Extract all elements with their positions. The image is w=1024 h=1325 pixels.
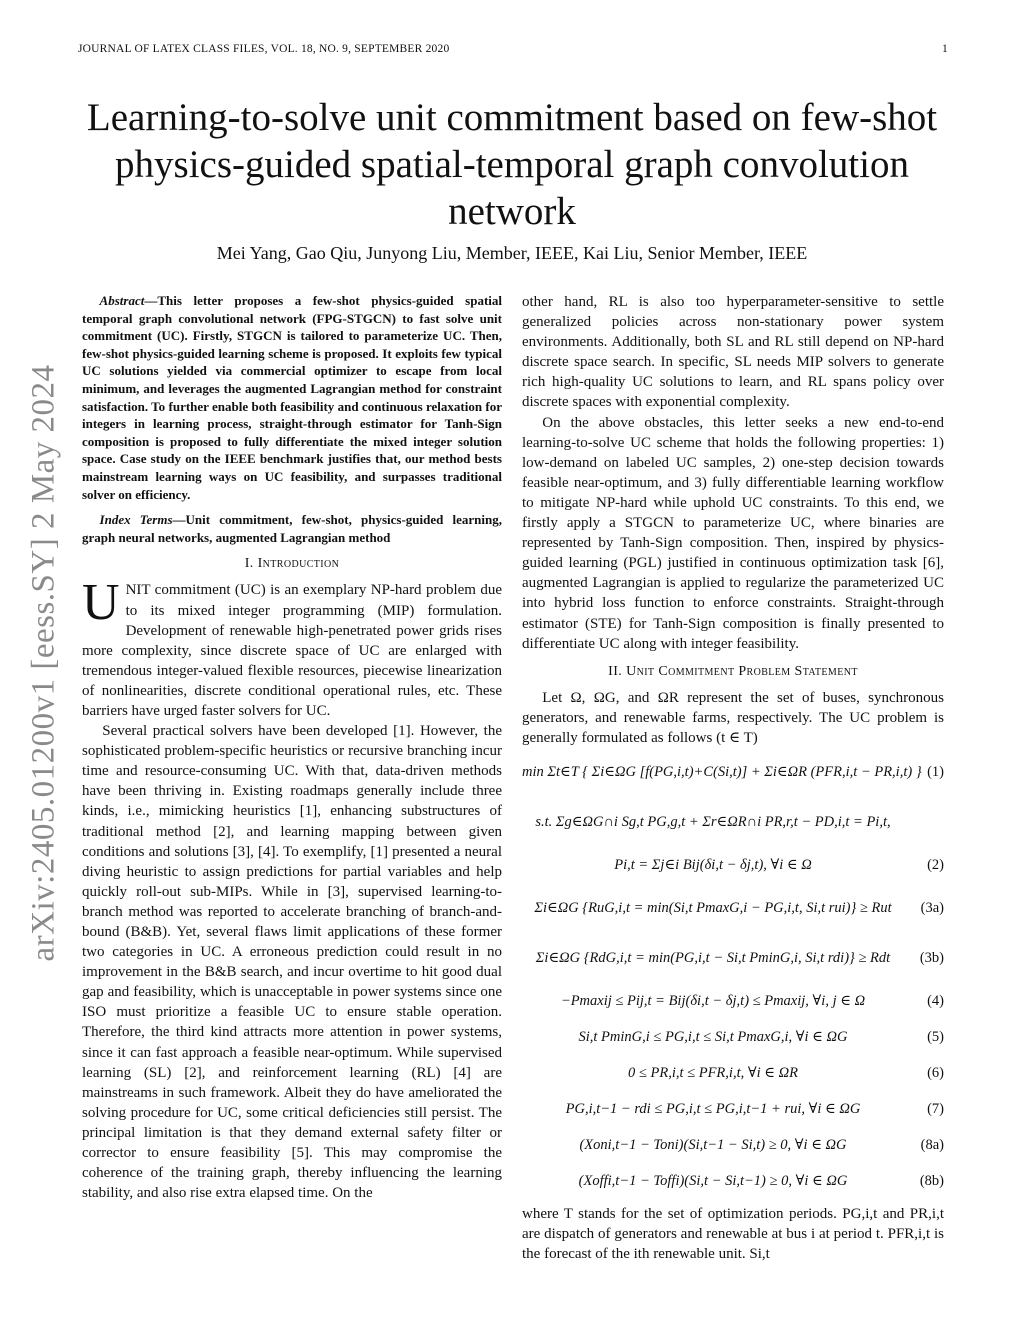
equation-7 bbox=[522, 1092, 944, 1128]
equation-7-body: PG,i,t−1 − rdi ≤ PG,i,t ≤ PG,i,t−1 + rui, ∀i ∈ ΩG bbox=[565, 1101, 861, 1118]
intro-paragraph-2: Several practical solvers have been developed [1]. However, the sophisticated problem-specific heuristics or recursive branching incur time and resource-consuming UC. With that, data-driven methods have been thriving in. Existing roadmaps generally include three kinds, i.e., mimicking heuristics [1], enhancing substructures of traditional method [2], and learning mapping between given conditions and solutions [3], [4]. To exemplify, [1] presented a neural diving heuristic to assign predictions for partial variables and help quickly roll-out sub-MIPs. While in [3], supervised learning-to-branch method was reported to accelerate branching of branch-and-bound (B&B). Yet, several flaws limit applications of these former two categories in UC. A erroneous prediction could result in no improvement in the B&B search, and incur overtime to hit good dual gap and feasibility, which is unacceptable in power systems since one ISO must prioritize a feasible UC to ensure stable operation. Therefore, the third kind attracts more attention in power systems, since it can fast approach a feasible near-optimum. While supervised learning (SL) [2], and reinforcement learning (RL) [4] are mainstreams in such framework. Albeit they do have ameliorated the solving procedure for UC, some critical deficiencies still persist. The principal limitation is that they demand external safety filter or corrector to ensure feasibility [5]. This may compromise the coherence of the training graph, thereby influencing the learning stability, and also rise extra elapsed time. On the bbox=[82, 723, 502, 1202]
equation-5-body: Si,t PminG,i ≤ PG,i,t ≤ Si,t PmaxG,i, ∀i ∈ ΩG bbox=[578, 1029, 848, 1046]
arxiv-id: arXiv:2405.01200v1 [eess.SY] 2 May 2024 bbox=[25, 364, 61, 961]
equation-3a-number: (3a) bbox=[920, 900, 944, 917]
equation-8b bbox=[522, 1164, 944, 1200]
equation-1 bbox=[522, 748, 944, 798]
journal-name: JOURNAL OF LATEX CLASS FILES, VOL. 18, NO. 9, SEPTEMBER 2020 bbox=[78, 43, 450, 55]
index-terms-text: —Unit commitment, few-shot, physics-guided learning, graph neural networks, augmented Lagrangian method bbox=[82, 512, 502, 545]
equation-6-body: 0 ≤ PR,i,t ≤ PFR,i,t, ∀i ∈ ΩR bbox=[628, 1065, 798, 1082]
intro-paragraph-4: On the above obstacles, this letter seeks a new end-to-end learning-to-solve UC scheme that holds the following properties: 1) low-demand on labeled UC samples, 2) one-step decision towards feasible near-optimum, and 3) fully differentiable learning workflow to mitigate NP-hard while uphold UC constraints. To this end, we firstly apply a STGCN to parameterize UC, where binaries are represented by Tanh-Sign composition. Then, inspired by physics-guided learning (PGL) justified in continuous optimization task [6], augmented Lagrangian is applied to regularize the parameterized UC into hybrid loss function to enforce constraints. Straight-through estimator (STE) for Tanh-Sign composition is finally presented to differentiate UC along with integer feasibility. bbox=[522, 414, 944, 652]
uc-closing-paragraph: where T stands for the set of optimization periods. PG,i,t and PR,i,t are dispatch of generators and renewable at bus i at period t. PFR,i,t is the forecast of the ith renewable unit. Si,t bbox=[522, 1206, 944, 1263]
equation-constraint-balance bbox=[522, 798, 944, 848]
equation-4-body: −Pmaxij ≤ Pij,t = Bij(δi,t − δj,t) ≤ Pmaxij, ∀i, j ∈ Ω bbox=[560, 993, 866, 1010]
index-terms-label: Index Terms bbox=[99, 512, 173, 528]
equation-3a-body: Σi∈ΩG {RuG,i,t = min(Si,t PmaxG,i − PG,i,t, Si,t rui)} ≥ Rut bbox=[534, 900, 892, 917]
equation-8a-body: (Xoni,t−1 − Toni)(Si,t−1 − Si,t) ≥ 0, ∀i ∈ ΩG bbox=[579, 1137, 847, 1154]
abstract-label: Abstract bbox=[99, 293, 145, 308]
equation-2 bbox=[522, 848, 944, 884]
equation-2-body: Pi,t = Σj∈i Bij(δi,t − δj,t), ∀i ∈ Ω bbox=[614, 857, 812, 874]
right-column bbox=[522, 292, 944, 1264]
author-list: Mei Yang, Gao Qiu, Junyong Liu, Member, IEEE, Kai Liu, Senior Member, IEEE bbox=[216, 243, 808, 263]
equation-8b-number: (8b) bbox=[919, 1173, 944, 1190]
equation-8a bbox=[522, 1128, 944, 1164]
section-heading-introduction: I. Introduction bbox=[244, 556, 340, 572]
abstract bbox=[82, 292, 502, 503]
drop-cap: U bbox=[82, 574, 120, 632]
equation-8a-number: (8a) bbox=[920, 1137, 944, 1154]
equation-5 bbox=[522, 1020, 944, 1056]
paper-title: Learning-to-solve unit commitment based on few-shot physics-guided spatial-temporal graph convolution network bbox=[86, 96, 938, 233]
equation-2-number: (2) bbox=[927, 857, 944, 874]
section-heading-uc-problem: II. Unit Commitment Problem Statement bbox=[608, 663, 858, 679]
equation-4 bbox=[522, 984, 944, 1020]
equation-1-number: (1) bbox=[927, 764, 944, 781]
equation-5-number: (5) bbox=[927, 1029, 944, 1046]
equation-6-number: (6) bbox=[927, 1065, 944, 1082]
intro-paragraph-3: other hand, RL is also too hyperparameter-sensitive to settle generalized policies across non-stationary power system environments. Additionally, both SL and RL still depend on NP-hard discrete space search. In specific, SL needs MIP solvers to generate rich high-quality UC solutions to learn, and RL spans policy over discrete spaces with exponential complexity. bbox=[522, 294, 944, 411]
equation-balance-body: s.t. Σg∈ΩG∩i Sg,t PG,g,t + Σr∈ΩR∩i PR,r,t − PD,i,t = Pi,t, bbox=[535, 814, 891, 831]
equation-4-number: (4) bbox=[927, 993, 944, 1010]
equation-3b-body: Σi∈ΩG {RdG,i,t = min(PG,i,t − Si,t PminG,i, Si,t rdi)} ≥ Rdt bbox=[535, 950, 891, 967]
uc-intro: Let Ω, ΩG, and ΩR represent the set of buses, synchronous generators, and renewable farms, respectively. The UC problem is generally formulated as follows (t ∈ T) bbox=[522, 689, 944, 746]
arxiv-stamp bbox=[16, 345, 71, 980]
equation-3a bbox=[522, 884, 944, 934]
index-terms bbox=[82, 511, 502, 546]
abstract-text: —This letter proposes a few-shot physics-guided spatial temporal graph convolutional network (FPG-STGCN) to fast solve unit commitment (UC). Firstly, STGCN is tailored to parameterize UC. Then, few-shot physics-guided learning scheme is proposed. It exploits few typical UC solutions yielded via commercial optimizer to escape from local minimum, and leverages the augmented Lagrangian method for constraint satisfaction. To further enable both feasibility and continuous relaxation for integers in learning process, straight-through estimator for Tanh-Sign composition is proposed to fully differentiate the mixed integer solution space. Case study on the IEEE benchmark justifies that, our method bests mainstream learning ways on UC feasibility, and surpasses traditional solver on efficiency. bbox=[82, 293, 502, 502]
page-number: 1 bbox=[942, 43, 948, 55]
intro-paragraph-1 bbox=[82, 574, 502, 721]
equation-1-body: min Σt∈T { Σi∈ΩG [f(PG,i,t)+C(Si,t)] + Σi∈ΩR (PFR,i,t − PR,i,t) } bbox=[522, 764, 922, 781]
intro-paragraph-1-text: NIT commitment (UC) is an exemplary NP-hard problem due to its mixed integer programming (MIP) formulation. Development of renewable high-penetrated power grids rises more complexity, since discrete space of UC are enlarged with tremendous integer-valued flexible resources, piecewise linearization of nonlinearities, discrete conditional operational rules, etc. These barriers have urged faster solvers for UC. bbox=[82, 582, 502, 719]
left-column bbox=[82, 292, 502, 1203]
equation-7-number: (7) bbox=[927, 1101, 944, 1118]
equation-6 bbox=[522, 1056, 944, 1092]
running-header bbox=[78, 43, 948, 55]
equation-3b-number: (3b) bbox=[919, 950, 944, 967]
equation-8b-body: (Xoffi,t−1 − Toffi)(Si,t − Si,t−1) ≥ 0, ∀i ∈ ΩG bbox=[578, 1173, 848, 1190]
equation-3b bbox=[522, 934, 944, 984]
